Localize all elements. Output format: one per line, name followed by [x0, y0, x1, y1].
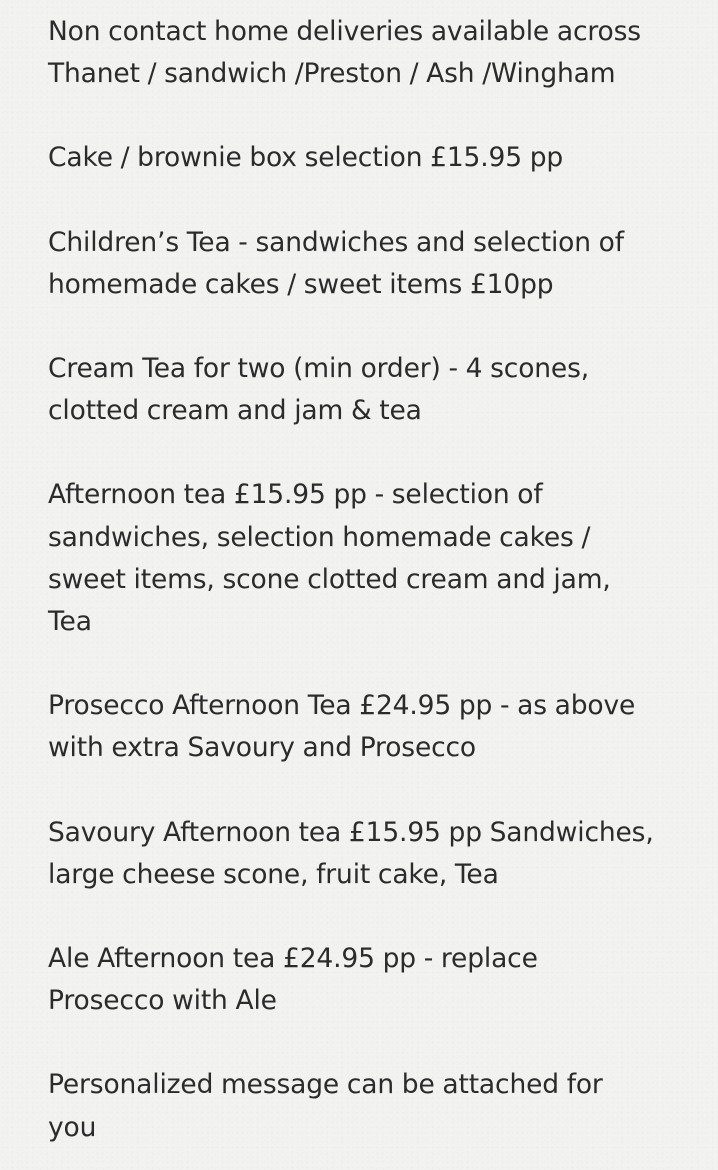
cream-tea-paragraph: Cream Tea for two (min order) - 4 scones, clotted cream and jam & tea [48, 353, 590, 427]
prosecco-tea-paragraph: Prosecco Afternoon Tea £24.95 pp - as above with extra Savoury and Prosecco [48, 690, 636, 764]
personalized-message-paragraph: Personalized message can be attached for you [48, 1069, 603, 1143]
note-body [48, 11, 688, 1149]
delivery-info-paragraph: Non contact home deliveries available across Thanet / sandwich /Preston / Ash /Wingham [48, 16, 641, 90]
ale-tea-paragraph: Ale Afternoon tea £24.95 pp - replace Prosecco with Ale [48, 943, 538, 1017]
childrens-tea-paragraph: Children’s Tea - sandwiches and selection of homemade cakes / sweet items £10pp [48, 226, 624, 300]
savoury-tea-paragraph: Savoury Afternoon tea £15.95 pp Sandwiches, large cheese scone, fruit cake, Tea [48, 816, 654, 890]
afternoon-tea-paragraph: Afternoon tea £15.95 pp - selection of sandwiches, selection homemade cakes / sweet items, scone clotted cream and jam, Tea [48, 479, 611, 638]
cake-box-paragraph: Cake / brownie box selection £15.95 pp [48, 142, 564, 174]
